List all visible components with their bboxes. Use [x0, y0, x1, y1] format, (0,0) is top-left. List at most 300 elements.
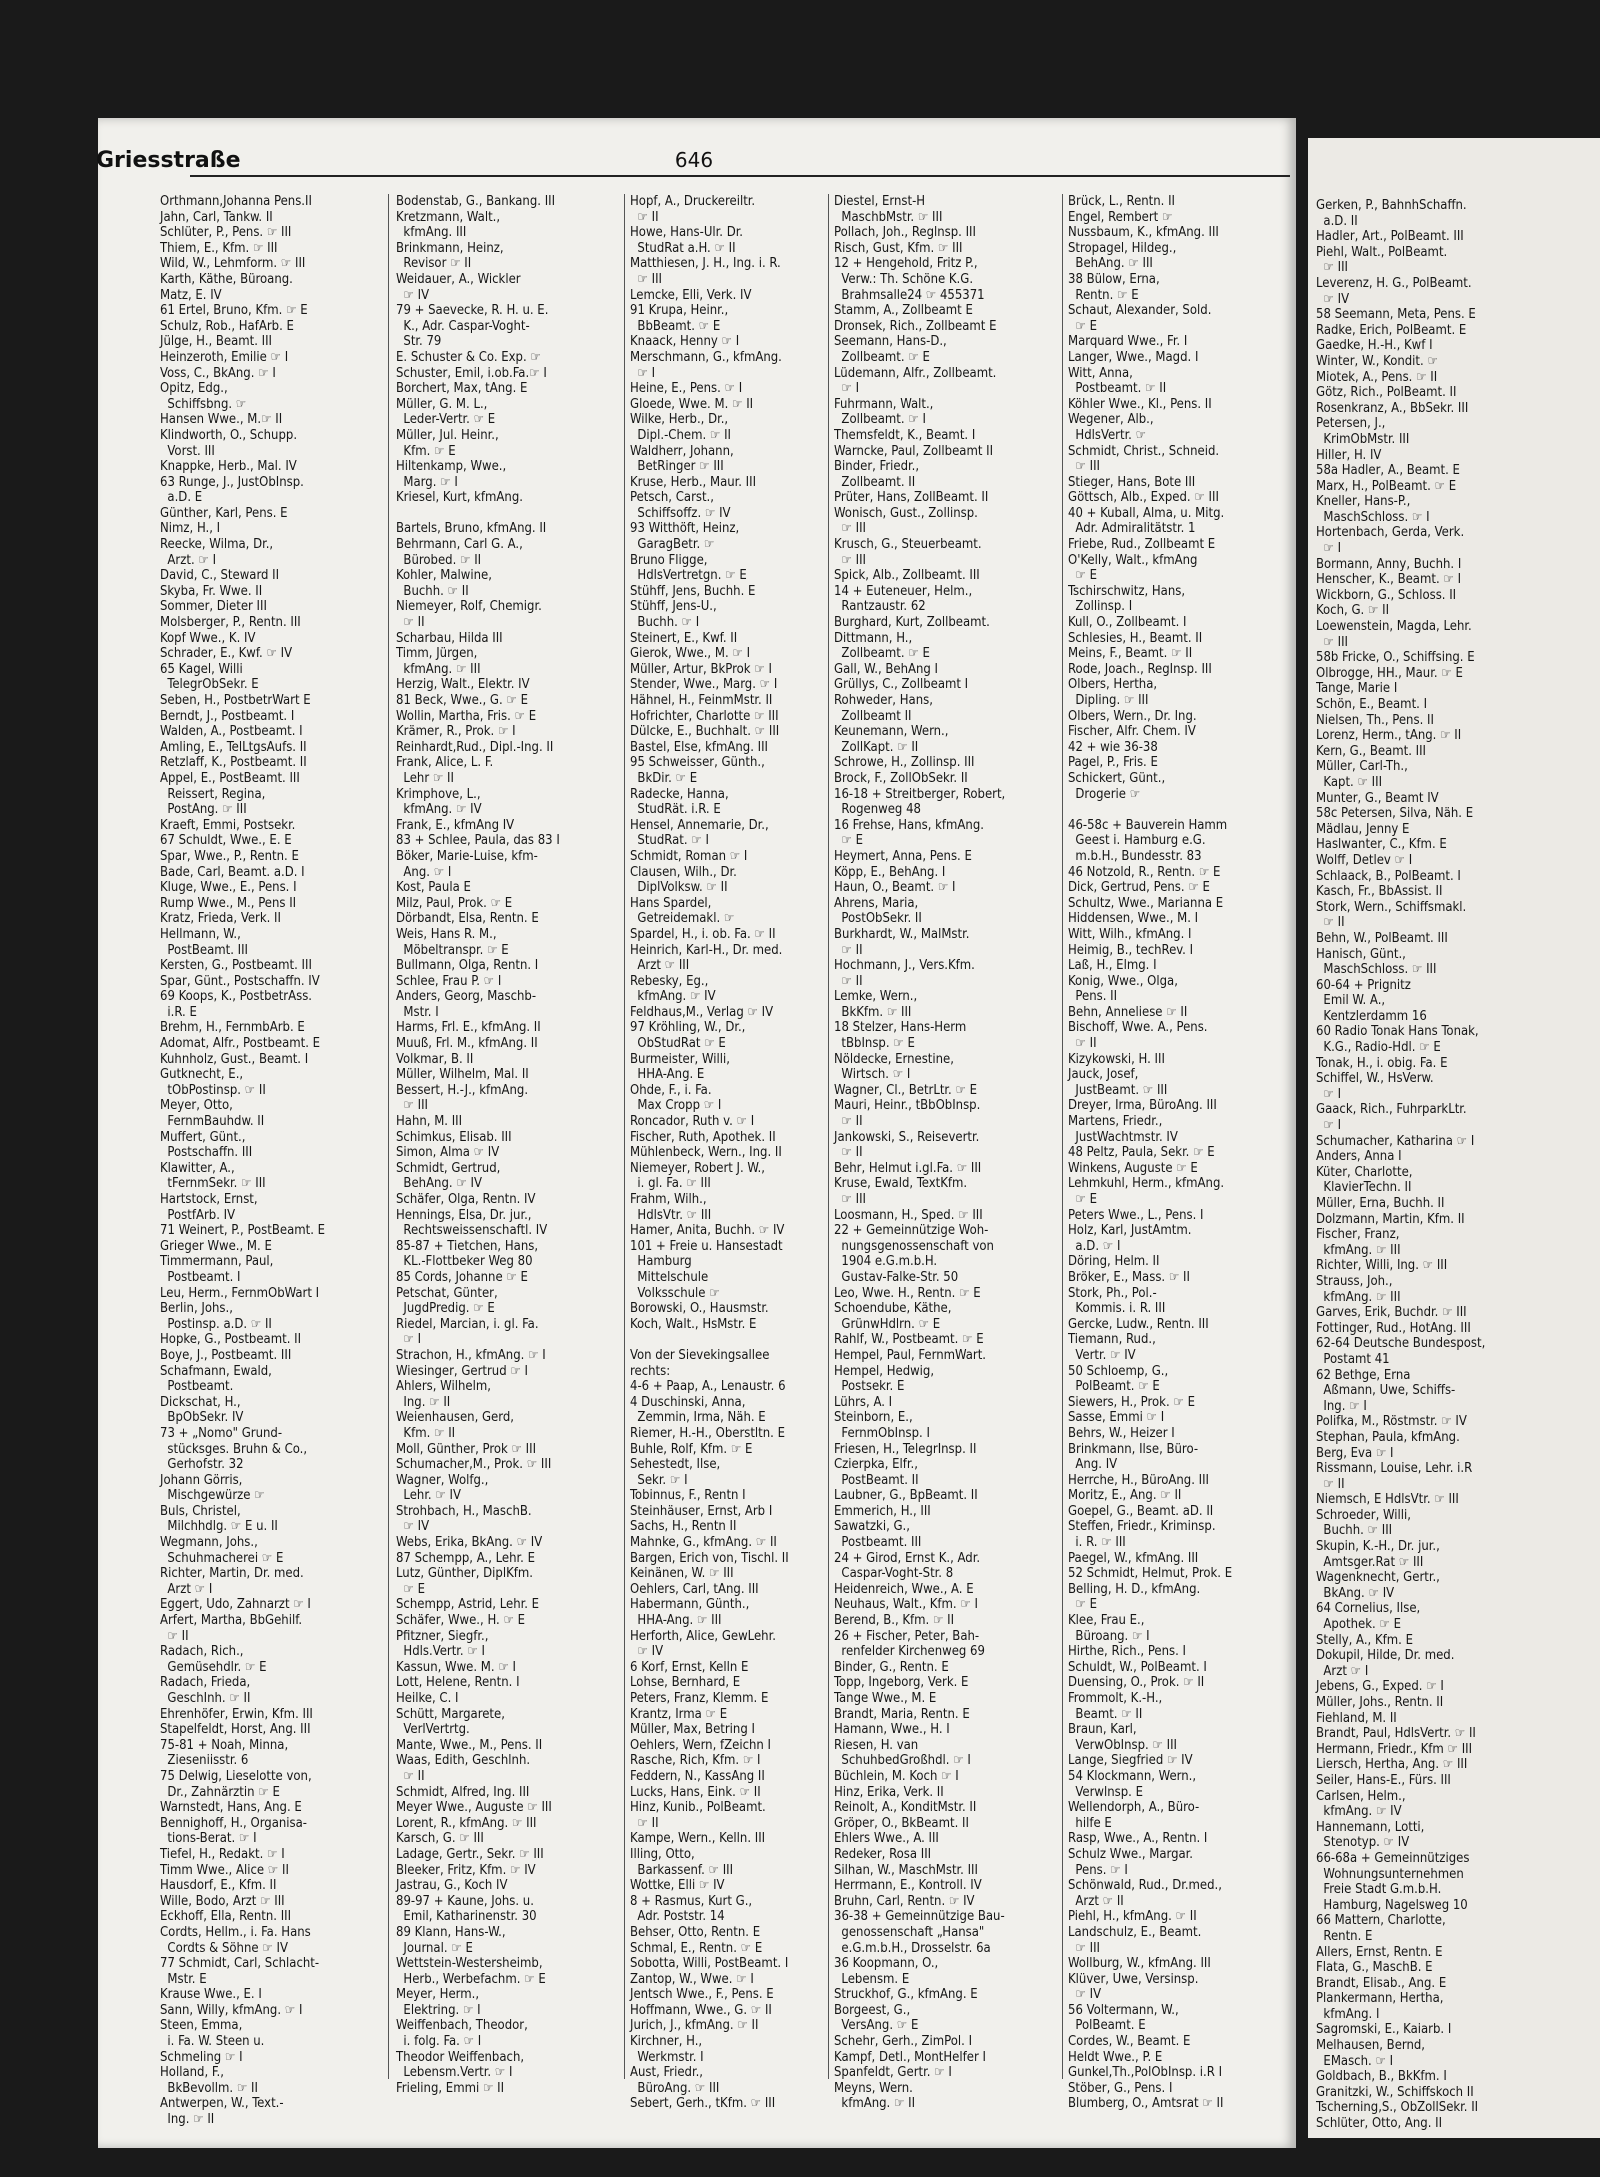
directory-entry-line: Ahrens, Maria,: [834, 895, 919, 911]
directory-entry-line: Oehlers, Wern, fZeichn I: [630, 1737, 772, 1753]
directory-entry-line: Martens, Friedr.,: [1068, 1114, 1163, 1130]
directory-entry-line: Lange, Siegfried ☞ IV: [1068, 1753, 1193, 1769]
directory-entry-line: Hamburg, Nagelsweg 10: [1316, 1897, 1468, 1913]
directory-entry-line: 54 Klockmann, Wern.,: [1068, 1768, 1197, 1784]
directory-entry-line: Milz, Paul, Prok. ☞ E: [396, 895, 513, 911]
directory-entry-line: Reissert, Regina,: [160, 786, 266, 802]
directory-entry-line: Lührs, A. I: [834, 1394, 893, 1410]
directory-entry-line: Topp, Ingeborg, Verk. E: [834, 1675, 969, 1691]
directory-entry-line: Schrowe, H., Zollinsp. III: [834, 755, 975, 771]
directory-entry-line: Rasp, Wwe., A., Rentn. I: [1068, 1831, 1208, 1847]
directory-entry-line: 24 + Girod, Ernst K., Adr.: [834, 1550, 981, 1566]
directory-entry-line: ObStudRat ☞ E: [630, 1036, 726, 1052]
directory-entry-line: SchuhbedGroßhdl. ☞ I: [834, 1753, 971, 1769]
directory-entry-line: Henscher, K., Beamt. ☞ I: [1316, 572, 1462, 588]
directory-entry-line: Hansen Wwe., M.☞ II: [160, 412, 283, 428]
directory-entry-line: Hanisch, Günt.,: [1316, 946, 1406, 962]
directory-entry-line: Frank, E., kfmAng IV: [396, 817, 515, 833]
directory-entry-line: Jurich, J., kfmAng. ☞ II: [630, 2018, 759, 2034]
directory-entry-line: Ahlers, Wilhelm,: [396, 1379, 491, 1395]
directory-entry-line: Goldbach, B., BkKfm. I: [1316, 2069, 1447, 2085]
directory-entry-line: Krause Wwe., E. I: [160, 1987, 262, 2003]
directory-entry-line: Heilke, C. I: [396, 1691, 459, 1706]
directory-entry-line: Schroeder, Willi,: [1316, 1507, 1411, 1523]
directory-entry-line: Jankowski, S., Reisevertr.: [834, 1129, 980, 1145]
directory-entry-line: 85-87 + Tietchen, Hans,: [396, 1238, 539, 1254]
directory-entry-line: Carlsen, Helm.,: [1316, 1788, 1406, 1804]
directory-entry-line: Vertr. ☞ IV: [1068, 1347, 1136, 1363]
directory-entry-line: Postbeamt. III: [834, 1535, 922, 1551]
directory-entry-line: Simon, Alma ☞ IV: [396, 1145, 500, 1161]
directory-entry-line: Kriesel, Kurt, kfmAng.: [396, 490, 523, 506]
directory-entry-line: Rentn. ☞ E: [1068, 287, 1139, 303]
directory-entry-line: Barkassenf. ☞ III: [630, 1862, 734, 1878]
directory-entry-line: 8 + Rasmus, Kurt G.,: [630, 1893, 753, 1909]
directory-entry-line: ☞ III: [1316, 260, 1348, 276]
directory-entry-line: BkAng. ☞ IV: [1316, 1585, 1395, 1601]
directory-entry-line: Berndt, J., Postbeamt. I: [160, 708, 295, 724]
directory-entry-line: Schmidt, Alfred, Ing. III: [396, 1784, 530, 1800]
directory-entry-line: Hopke, G., Postbeamt. II: [160, 1332, 302, 1348]
directory-entry-line: ☞ E: [396, 1581, 426, 1597]
directory-entry-line: KL.-Flottbeker Weg 80: [396, 1254, 533, 1270]
directory-entry-line: Hinz, Erika, Verk. II: [834, 1784, 944, 1800]
directory-entry-line: Herrmann, E., Kontroll. IV: [834, 1878, 982, 1894]
directory-entry-line: Postinsp. a.D. ☞ II: [160, 1316, 272, 1332]
directory-entry-line: 73 + „Nomo" Grund-: [160, 1425, 283, 1441]
directory-entry-line: Stephan, Paula, kfmAng.: [1316, 1429, 1460, 1445]
directory-entry-line: Fuhrmann, Walt.,: [834, 396, 934, 412]
directory-entry-line: Mauri, Heinr., tBbObInsp.: [834, 1098, 981, 1114]
directory-entry-line: ☞ E: [1068, 1192, 1098, 1207]
directory-entry-line: KrimObMstr. III: [1316, 431, 1410, 447]
directory-entry-line: Elektring. ☞ I: [396, 2002, 481, 2018]
directory-entry-line: ☞ IV: [396, 287, 430, 303]
directory-entry-line: PolBeamt. ☞ E: [1068, 1379, 1160, 1395]
directory-entry-line: Hartstock, Ernst,: [160, 1192, 258, 1207]
directory-entry-line: Mstr. E: [160, 1971, 207, 1987]
directory-entry-line: Buchh. ☞ I: [630, 615, 700, 631]
directory-entry-line: MaschbMstr. ☞ III: [834, 209, 943, 225]
directory-entry-line: Klindworth, O., Schupp.: [160, 427, 298, 443]
column-divider: [624, 194, 625, 2079]
directory-entry-line: 93 Witthöft, Heinz,: [630, 521, 740, 537]
directory-entry-line: ☞ III: [834, 552, 866, 568]
directory-entry-line: kfmAng. I: [1316, 2006, 1380, 2022]
directory-entry-line: Dipl.-Chem. ☞ II: [630, 427, 731, 443]
directory-entry-line: Illing, Otto,: [630, 1846, 695, 1862]
directory-entry-line: kfmAng. ☞ IV: [1316, 1804, 1402, 1820]
directory-entry-line: Bade, Carl, Beamt. a.D. I: [160, 864, 305, 880]
directory-entry-line: Gaedke, H.-H., Kwf I: [1316, 338, 1433, 354]
directory-entry-line: Hadler, Art., PolBeamt. III: [1316, 229, 1464, 245]
directory-entry-line: Bruhn, Carl, Rentn. ☞ IV: [834, 1893, 975, 1909]
directory-entry-line: Hamann, Wwe., H. I: [834, 1722, 950, 1738]
directory-entry-line: Behrmann, Carl G. A.,: [396, 537, 523, 553]
directory-entry-line: Kruse, Herb., Maur. III: [630, 474, 757, 490]
directory-entry-line: Sasse, Emmi ☞ I: [1068, 1410, 1165, 1426]
directory-entry-line: VerlVertrtg.: [396, 1722, 470, 1738]
directory-entry-line: Mädlau, Jenny E: [1316, 821, 1410, 837]
directory-entry-line: Zollbeamt. ☞ E: [834, 646, 930, 662]
directory-entry-line: Prüter, Hans, ZollBeamt. II: [834, 490, 989, 506]
directory-entry-line: Wickborn, G., Schloss. II: [1316, 587, 1457, 603]
directory-entry-line: Postbeamt. I: [160, 1269, 241, 1285]
directory-entry-line: Sehestedt, Ilse,: [630, 1457, 721, 1473]
directory-entry-line: 48 Peltz, Paula, Sekr. ☞ E: [1068, 1145, 1215, 1161]
directory-entry-line: Orthmann,Johanna Pens.II: [160, 194, 312, 209]
directory-entry-line: Roncador, Ruth v. ☞ I: [630, 1114, 755, 1130]
directory-entry-line: 56 Voltermann, W.,: [1068, 2002, 1179, 2018]
directory-entry-line: Buchh. ☞ II: [396, 583, 469, 599]
directory-entry-line: ☞ IV: [630, 1644, 664, 1660]
directory-entry-line: VerwObInsp. ☞ III: [1068, 1737, 1177, 1753]
directory-entry-line: Max Cropp ☞ I: [630, 1098, 722, 1114]
directory-entry-line: Johann Görris,: [160, 1472, 243, 1488]
directory-entry-line: kfmAng. ☞ IV: [630, 989, 716, 1005]
directory-entry-line: Beamt. ☞ II: [1068, 1706, 1143, 1722]
directory-entry-line: Kruse, Ewald, TextKfm.: [834, 1176, 968, 1192]
directory-entry-line: 75-81 + Noah, Minna,: [160, 1737, 289, 1753]
directory-entry-line: David, C., Steward II: [160, 568, 280, 584]
directory-entry-line: Müller, G. M. L.,: [396, 396, 488, 412]
directory-entry-line: Arzt ☞ I: [160, 1581, 213, 1597]
directory-entry-line: Niemeyer, Robert J. W.,: [630, 1160, 765, 1176]
directory-entry-line: Schoendube, Käthe,: [834, 1301, 952, 1317]
directory-entry-line: Tobinnus, F., Rentn I: [630, 1488, 746, 1504]
directory-entry-line: ☞ I: [1316, 1118, 1342, 1134]
directory-entry-line: Büchlein, M. Koch ☞ I: [834, 1768, 959, 1784]
directory-entry-line: kfmAng. ☞ II: [834, 2096, 916, 2112]
column-divider: [388, 194, 389, 2079]
directory-entry-line: Burmeister, Willi,: [630, 1051, 730, 1067]
directory-entry-line: Bruno Fligge,: [630, 552, 708, 568]
directory-entry-line: Hempel, Hedwig,: [834, 1363, 935, 1379]
directory-entry-line: Theodor Weiffenbach,: [396, 2049, 525, 2065]
directory-entry-line: Gemüsehdlr. ☞ E: [160, 1659, 267, 1675]
directory-entry-line: nungsgenossenschaft von: [834, 1238, 994, 1254]
directory-entry-line: Hinz, Kunib., PolBeamt.: [630, 1800, 766, 1816]
directory-entry-line: Schumacher, Katharina ☞ I: [1316, 1133, 1475, 1149]
directory-entry-line: Gaack, Rich., FuhrparkLtr.: [1316, 1102, 1467, 1118]
directory-entry-line: Hellmann, W.,: [160, 926, 241, 942]
directory-entry-line: Schönwald, Rud., Dr.med.,: [1068, 1878, 1222, 1894]
directory-entry-line: Kuhnholz, Gust., Beamt. I: [160, 1051, 309, 1067]
directory-entry-line: Wagenknecht, Gertr.,: [1316, 1570, 1440, 1586]
directory-entry-line: K.G., Radio-Hdl. ☞ E: [1316, 1040, 1441, 1056]
directory-entry-line: Schlüter, Otto, Ang. II: [1316, 2116, 1443, 2132]
directory-entry-line: Ladage, Gertr., Sekr. ☞ III: [396, 1846, 544, 1862]
directory-entry-line: Gutknecht, E.,: [160, 1067, 244, 1083]
directory-entry-line: ☞ II: [396, 615, 425, 631]
directory-entry-line: Thiem, E., Kfm. ☞ III: [160, 240, 278, 256]
directory-entry-line: ☞ II: [630, 1815, 659, 1831]
directory-entry-line: Meyer, Otto,: [160, 1098, 233, 1114]
directory-entry-line: Paegel, W., kfmAng. III: [1068, 1550, 1199, 1566]
directory-entry-line: Witt, Anna,: [1068, 365, 1133, 381]
directory-entry-line: Arzt ☞ II: [1068, 1893, 1124, 1909]
directory-entry-line: Schlee, Frau P. ☞ I: [396, 973, 502, 989]
directory-entry-line: Koch, Walt., HsMstr. E: [630, 1316, 757, 1332]
directory-entry-line: PostObSekr. II: [834, 911, 922, 927]
directory-entry-line: Marg. ☞ I: [396, 474, 458, 490]
directory-entry-line: Kratz, Frieda, Verk. II: [160, 911, 281, 927]
directory-entry-line: Brehm, H., FernmbArb. E: [160, 1020, 305, 1036]
directory-entry-line: 66-68a + Gemeinnütziges: [1316, 1850, 1470, 1866]
directory-entry-line: Buls, Christel,: [160, 1503, 241, 1519]
directory-entry-line: Anders, Anna I: [1316, 1149, 1402, 1165]
directory-entry-line: HHA-Ang. E: [630, 1067, 705, 1083]
directory-entry-line: Berg, Eva ☞ I: [1316, 1445, 1394, 1461]
directory-entry-line: 50 Schloemp, G.,: [1068, 1363, 1169, 1379]
directory-entry-line: Meyer Wwe., Auguste ☞ III: [396, 1800, 552, 1816]
directory-entry-line: Riemer, H.-H., Oberstltn. E: [630, 1425, 785, 1441]
directory-entry-line: ☞ I: [1316, 1086, 1342, 1102]
directory-entry-line: 89 Klann, Hans-W.,: [396, 1924, 506, 1940]
directory-entry-line: Diestel, Ernst-H: [834, 194, 926, 209]
directory-entry-line: StudRat a.H. ☞ II: [630, 240, 736, 256]
directory-entry-line: Stühff, Jens-U.,: [630, 599, 717, 615]
directory-entry-line: BkKfm. ☞ III: [834, 1004, 912, 1020]
directory-entry-line: Hausdorf, E., Kfm. II: [160, 1878, 277, 1894]
directory-entry-line: kfmAng. III: [396, 225, 467, 241]
directory-entry-line: 1904 e.G.m.b.H.: [834, 1254, 938, 1270]
directory-entry-line: Wilke, Herb., Dr.,: [630, 412, 729, 428]
directory-entry-line: 62 Bethge, Erna: [1316, 1367, 1411, 1383]
next-directory-page: [1308, 138, 1600, 2138]
directory-entry-line: Verwlnsp. E: [1068, 1784, 1143, 1800]
directory-entry-line: Tange Wwe., M. E: [834, 1691, 937, 1706]
directory-entry-line: Steffen, Friedr., Kriminsp.: [1068, 1519, 1216, 1535]
directory-entry-line: Lehr ☞ II: [396, 770, 454, 786]
directory-entry-line: Heimig, B., techRev. I: [1068, 942, 1194, 958]
directory-entry-line: Ing. ☞ II: [396, 1394, 451, 1410]
directory-entry-line: Emil W. A.,: [1316, 993, 1386, 1009]
directory-entry-line: Strachon, H., kfmAng. ☞ I: [396, 1347, 546, 1363]
directory-entry-line: Bastel, Else, kfmAng. III: [630, 739, 768, 755]
directory-entry-line: Von der Sievekingsallee: [630, 1347, 770, 1363]
directory-entry-line: Schiffel, W., HsVerw.: [1316, 1071, 1434, 1087]
directory-entry-line: Kirchner, H.,: [630, 2034, 703, 2050]
directory-entry-line: Postamt 41: [1316, 1351, 1390, 1367]
directory-entry-line: Lehmkuhl, Herm., kfmAng.: [1068, 1176, 1225, 1192]
directory-entry-line: Wollburg, W., kfmAng. III: [1068, 1956, 1211, 1972]
directory-entry-line: Gercke, Ludw., Rentn. III: [1068, 1316, 1209, 1332]
directory-entry-line: Wellendorph, A., Büro-: [1068, 1800, 1200, 1816]
directory-entry-line: Richter, Willi, Ing. ☞ III: [1316, 1258, 1448, 1274]
directory-entry-line: 60 Radio Tonak Hans Tonak,: [1316, 1024, 1479, 1040]
directory-entry-line: 65 Kagel, Willi: [160, 661, 243, 677]
directory-entry-line: Kfm. ☞ II: [396, 1425, 456, 1441]
directory-entry-line: Brahmsalle24 ☞ 455371: [834, 287, 985, 303]
directory-entry-line: Bartels, Bruno, kfmAng. II: [396, 521, 547, 537]
directory-entry-line: Lebensm. E: [834, 1971, 910, 1987]
directory-entry-line: Krantz, Irma ☞ E: [630, 1706, 728, 1722]
directory-entry-line: Clausen, Wilh., Dr.: [630, 864, 737, 880]
directory-entry-line: Kneller, Hans-P.,: [1316, 494, 1411, 510]
directory-entry-line: Schmeling ☞ I: [160, 2049, 243, 2065]
directory-entry-line: Wottke, Elli ☞ IV: [630, 1878, 725, 1894]
directory-entry-line: 81 Beck, Wwe., G. ☞ E: [396, 693, 528, 708]
directory-entry-line: Waas, Edith, Geschlnh.: [396, 1753, 531, 1769]
directory-entry-line: Molsberger, P., Rentn. III: [160, 615, 301, 631]
directory-entry-line: a.D. E: [160, 490, 203, 506]
directory-entry-line: Behn, W., PolBeamt. III: [1316, 930, 1448, 946]
directory-entry-line: Arzt ☞ III: [630, 958, 690, 974]
directory-entry-line: Tiefel, H., Redakt. ☞ I: [160, 1846, 285, 1862]
directory-entry-line: ☞ II: [1068, 1036, 1097, 1052]
directory-entry-line: Sann, Willy, kfmAng. ☞ I: [160, 2002, 303, 2018]
directory-entry-line: Kohler, Malwine,: [396, 568, 492, 584]
directory-entry-line: Radach, Frieda,: [160, 1675, 251, 1691]
directory-entry-line: tObPostinsp. ☞ II: [160, 1082, 266, 1098]
directory-entry-line: Wegmann, Johs.,: [160, 1535, 258, 1551]
directory-entry-line: Petsch, Carst.,: [630, 490, 714, 506]
directory-entry-line: Stamm, A., Zollbeamt E: [834, 303, 973, 319]
directory-entry-line: Köhler Wwe., Kl., Pens. II: [1068, 396, 1212, 412]
directory-entry-line: Walden, A., Postbeamt. I: [160, 724, 303, 740]
directory-entry-line: Dr., Zahnärztin ☞ E: [160, 1784, 280, 1800]
directory-entry-line: ☞ I: [630, 365, 656, 381]
directory-entry-line: DiplVolksw. ☞ II: [630, 880, 728, 896]
directory-entry-line: Arzt. ☞ I: [160, 552, 217, 568]
directory-entry-line: Schulz Wwe., Margar.: [1068, 1846, 1194, 1862]
directory-entry-line: Kampe, Wern., Kelln. III: [630, 1831, 766, 1847]
directory-entry-line: Reinhardt,Rud., Dipl.-Ing. II: [396, 739, 554, 755]
directory-entry-line: PostBeamt. III: [160, 942, 248, 958]
directory-entry-line: ☞ II: [834, 973, 863, 989]
directory-entry-line: Brinkmann, Ilse, Büro-: [1068, 1441, 1199, 1457]
directory-entry-line: Ing. ☞ II: [160, 2112, 215, 2128]
directory-entry-line: Lorenz, Herm., tAng. ☞ II: [1316, 728, 1462, 744]
directory-entry-line: 42 + wie 36-38: [1068, 739, 1158, 755]
directory-entry-line: Mstr. I: [396, 1004, 439, 1020]
directory-entry-line: Rantzaustr. 62: [834, 599, 926, 615]
directory-entry-line: Stropagel, Hildeg.,: [1068, 240, 1177, 256]
directory-entry-line: Buhle, Rolf, Kfm. ☞ E: [630, 1441, 753, 1457]
directory-entry-line: Gall, W., BehAng I: [834, 661, 939, 677]
directory-entry-line: 87 Schempp, A., Lehr. E: [396, 1550, 535, 1566]
directory-entry-line: Niemsch, E HdlsVtr. ☞ III: [1316, 1492, 1459, 1508]
directory-entry-line: ☞ II: [630, 209, 659, 225]
directory-entry-line: Steinert, E., Kwf. II: [630, 630, 738, 646]
directory-entry-line: Pfitzner, Siegfr.,: [396, 1628, 489, 1644]
directory-entry-line: Müller, Jul. Heinr.,: [396, 427, 499, 443]
directory-entry-line: Kost, Paula E: [396, 880, 471, 896]
directory-entry-line: Keinänen, W. ☞ III: [630, 1566, 734, 1582]
directory-entry-line: Nussbaum, K., kfmAng. III: [1068, 225, 1219, 241]
directory-entry-line: Strauss, Joh.,: [1316, 1273, 1393, 1289]
directory-entry-line: JustWachtmstr. IV: [1068, 1129, 1178, 1145]
directory-entry-line: Liersch, Hertha, Ang. ☞ III: [1316, 1757, 1468, 1773]
directory-entry-line: ☞ IV: [1316, 291, 1350, 307]
directory-entry-line: ☞ III: [1316, 634, 1348, 650]
directory-entry-line: Scharbau, Hilda III: [396, 630, 503, 646]
directory-entry-line: Frank, Alice, L. F.: [396, 755, 494, 771]
directory-entry-line: Konig, Wwe., Olga,: [1068, 973, 1178, 989]
directory-entry-line: [1068, 802, 1288, 818]
directory-entry-line: Mittelschule: [630, 1269, 709, 1285]
directory-entry-line: MaschSchloss. ☞ I: [1316, 509, 1430, 525]
directory-entry-line: Zollbeamt. ☞ I: [834, 412, 926, 428]
directory-entry-line: 95 Schweisser, Günth.,: [630, 755, 765, 771]
directory-entry-line: Krusch, G., Steuerbeamt.: [834, 537, 982, 553]
directory-entry-line: Knappke, Herb., Mal. IV: [160, 459, 297, 475]
directory-entry-line: Haun, O., Beamt. ☞ I: [834, 880, 956, 896]
directory-entry-line: Knaack, Henny ☞ I: [630, 334, 740, 350]
directory-entry-line: Flata, G., MaschB. E: [1316, 1960, 1433, 1976]
directory-entry-line: 83 + Schlee, Paula, das 83 I: [396, 833, 560, 849]
directory-entry-line: Bormann, Anny, Buchh. I: [1316, 556, 1462, 572]
directory-entry-line: Feldhaus,M., Verlag ☞ IV: [630, 1004, 774, 1020]
directory-entry-line: ☞ III: [1068, 459, 1100, 475]
directory-entry-line: Braun, Karl,: [1068, 1722, 1137, 1738]
directory-entry-line: Petschat, Günter,: [396, 1285, 498, 1301]
directory-entry-line: Schuster, Emil, i.ob.Fa.☞ I: [396, 365, 547, 381]
directory-entry-line: BkDir. ☞ E: [630, 770, 698, 786]
directory-entry-line: 64 Cornelius, Ilse,: [1316, 1601, 1421, 1617]
directory-entry-line: Schimkus, Elisab. III: [396, 1129, 512, 1145]
directory-entry-line: BehAng. ☞ IV: [396, 1176, 482, 1192]
directory-entry-line: Meins, F., Beamt. ☞ II: [1068, 646, 1193, 662]
directory-entry-line: Karsch, G. ☞ III: [396, 1831, 484, 1847]
directory-entry-line: Retzlaff, K., Postbeamt. II: [160, 755, 307, 771]
directory-entry-line: KlavierTechn. II: [1316, 1180, 1412, 1196]
directory-entry-line: Heinzeroth, Emilie ☞ I: [160, 349, 289, 365]
directory-entry-line: 6 Korf, Ernst, Kelln E: [630, 1659, 749, 1675]
directory-entry-line: Schumacher,M., Prok. ☞ III: [396, 1457, 552, 1473]
directory-entry-line: Czierpka, Elfr.,: [834, 1457, 918, 1473]
directory-entry-line: Zollbeamt. II: [834, 474, 916, 490]
directory-entry-line: Lemcke, Elli, Verk. IV: [630, 287, 752, 303]
directory-entry-line: Schiffsoffz. ☞ IV: [630, 505, 731, 521]
directory-entry-line: Stühff, Jens, Buchh. E: [630, 583, 756, 599]
directory-entry-line: Caspar-Voght-Str. 8: [834, 1566, 954, 1582]
directory-entry-line: Lüdemann, Alfr., Zollbeamt.: [834, 365, 997, 381]
directory-entry-line: ☞ III: [834, 1192, 866, 1207]
directory-entry-line: Timm, Jürgen,: [396, 646, 478, 662]
directory-entry-line: Adr. Poststr. 14: [630, 1909, 725, 1925]
directory-entry-line: Milchhdlg. ☞ E u. II: [160, 1519, 278, 1535]
directory-entry-line: Piehl, Walt., PolBeamt.: [1316, 244, 1448, 260]
directory-entry-line: Grüllys, C., Zollbeamt I: [834, 677, 969, 693]
directory-entry-line: Burghard, Kurt, Zollbeamt.: [834, 615, 990, 631]
directory-entry-line: Hempel, Paul, FernmWart.: [834, 1347, 987, 1363]
directory-entry-line: Kommis. i. R. III: [1068, 1301, 1166, 1317]
directory-entry-line: Rebesky, Eg.,: [630, 973, 709, 989]
directory-entry-line: Mante, Wwe., M., Pens. II: [396, 1737, 543, 1753]
directory-entry-line: Loosmann, H., Sped. ☞ III: [834, 1207, 983, 1223]
directory-column-3: [630, 194, 822, 2112]
directory-entry-line: Apothek. ☞ E: [1316, 1617, 1401, 1633]
directory-entry-line: Dörbandt, Elsa, Rentn. E: [396, 911, 539, 927]
directory-entry-line: Dick, Gertrud, Pens. ☞ E: [1068, 880, 1210, 896]
directory-entry-line: 85 Cords, Johanne ☞ E: [396, 1269, 528, 1285]
directory-entry-line: Meyer, Herm.,: [396, 1987, 480, 2003]
directory-entry-line: Brandt, Maria, Rentn. E: [834, 1706, 970, 1722]
directory-column-1: [160, 194, 382, 2128]
directory-entry-line: Piehl, H., kfmAng. ☞ II: [1068, 1909, 1197, 1925]
directory-entry-line: Engel, Rembert ☞: [1068, 209, 1173, 225]
directory-entry-line: Schafmann, Ewald,: [160, 1363, 272, 1379]
directory-entry-line: Petersen, J.,: [1316, 416, 1386, 432]
directory-entry-line: Haslwanter, C., Kfm. E: [1316, 837, 1447, 853]
column-divider: [828, 194, 829, 2079]
directory-entry-line: Karth, Käthe, Büroang.: [160, 271, 293, 287]
directory-entry-line: Reinolt, A., KonditMstr. II: [834, 1800, 977, 1816]
directory-entry-line: FernmBauhdw. II: [160, 1114, 265, 1130]
directory-entry-line: Büroang. ☞ I: [1068, 1628, 1150, 1644]
